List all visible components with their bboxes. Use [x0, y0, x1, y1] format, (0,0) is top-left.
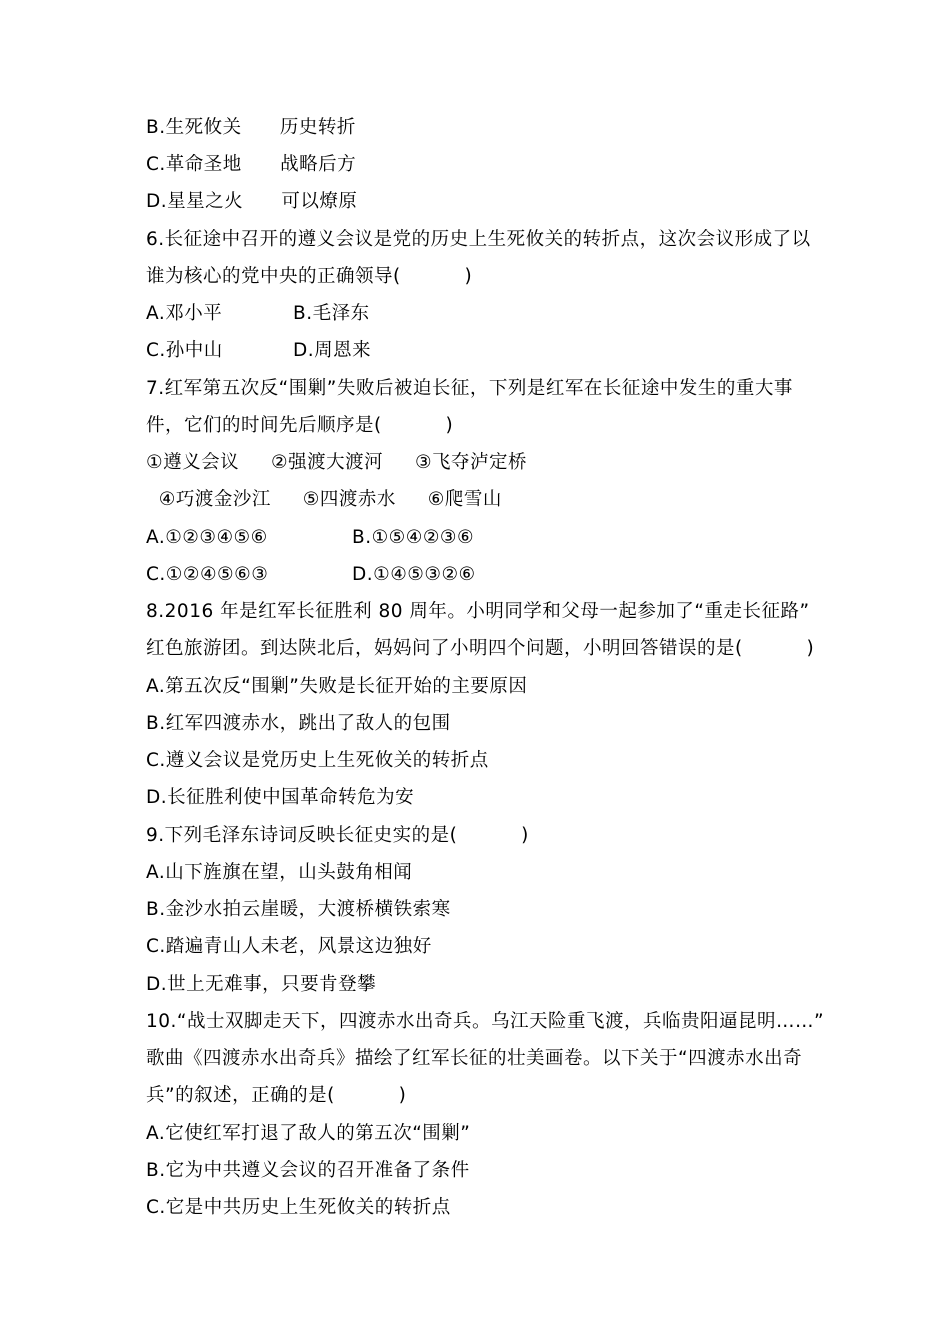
question-6-line-2: 谁为核心的党中央的正确领导( ) — [146, 266, 473, 287]
option-5c: C.革命圣地 战略后方 — [146, 154, 357, 175]
option-8b: B.红军四渡赤水，跳出了敌人的包围 — [146, 713, 451, 734]
option-8c: C.遵义会议是党历史上生死攸关的转折点 — [146, 750, 489, 771]
question-8-line-2: 红色旅游团。到达陕北后，妈妈问了小明四个问题，小明回答错误的是( ) — [146, 638, 815, 659]
option-9d: D.世上无难事，只要肯登攀 — [146, 974, 377, 995]
option-8d: D.长征胜利使中国革命转危为安 — [146, 787, 415, 808]
option-10b: B.它为中共遵义会议的召开准备了条件 — [146, 1160, 470, 1181]
option-6c: C.孙中山 — [146, 340, 223, 361]
question-10-line-1: 10.“战士双脚走天下，四渡赤水出奇兵。乌江天险重飞渡，兵临贵阳逼昆明……” — [146, 1011, 825, 1032]
question-9: 9.下列毛泽东诗词反映长征史实的是( ) — [146, 825, 529, 846]
option-7b: B.①⑤④②③⑥ — [352, 527, 475, 548]
option-7d: D.①④⑤③②⑥ — [352, 564, 476, 585]
question-6-line-1: 6.长征途中召开的遵义会议是党的历史上生死攸关的转折点，这次会议形成了以 — [146, 229, 811, 250]
option-9b: B.金沙水拍云崖暖，大渡桥横铁索寒 — [146, 899, 451, 920]
question-7-events-1: ①遵义会议 ②强渡大渡河 ③飞夺泸定桥 — [146, 452, 528, 473]
option-7a: A.①②③④⑤⑥ — [146, 527, 268, 548]
question-7-events-2: ④巧渡金沙江 ⑤四渡赤水 ⑥爬雪山 — [146, 489, 502, 510]
option-5d: D.星星之火 可以燎原 — [146, 191, 358, 212]
option-8a: A.第五次反“围剿”失败是长征开始的主要原因 — [146, 676, 528, 697]
option-5b: B.生死攸关 历史转折 — [146, 117, 356, 138]
option-10a: A.它使红军打退了敌人的第五次“围剿” — [146, 1123, 471, 1144]
question-7-line-2: 件，它们的时间先后顺序是( ) — [146, 415, 454, 436]
question-8-line-1: 8.2016 年是红军长征胜利 80 周年。小明同学和父母一起参加了“重走长征路” — [146, 601, 810, 622]
option-9a: A.山下旌旗在望，山头鼓角相闻 — [146, 862, 413, 883]
option-6b: B.毛泽东 — [293, 303, 370, 324]
option-9c: C.踏遍青山人未老，风景这边独好 — [146, 936, 432, 957]
option-6a: A.邓小平 — [146, 303, 223, 324]
option-7c: C.①②④⑤⑥③ — [146, 564, 269, 585]
question-10-line-3: 兵”的叙述，正确的是( ) — [146, 1085, 407, 1106]
question-7-line-1: 7.红军第五次反“围剿”失败后被迫长征，下列是红军在长征途中发生的重大事 — [146, 378, 793, 399]
option-10c: C.它是中共历史上生死攸关的转折点 — [146, 1197, 451, 1218]
option-6d: D.周恩来 — [293, 340, 372, 361]
question-10-line-2: 歌曲《四渡赤水出奇兵》描绘了红军长征的壮美画卷。以下关于“四渡赤水出奇 — [146, 1048, 803, 1069]
